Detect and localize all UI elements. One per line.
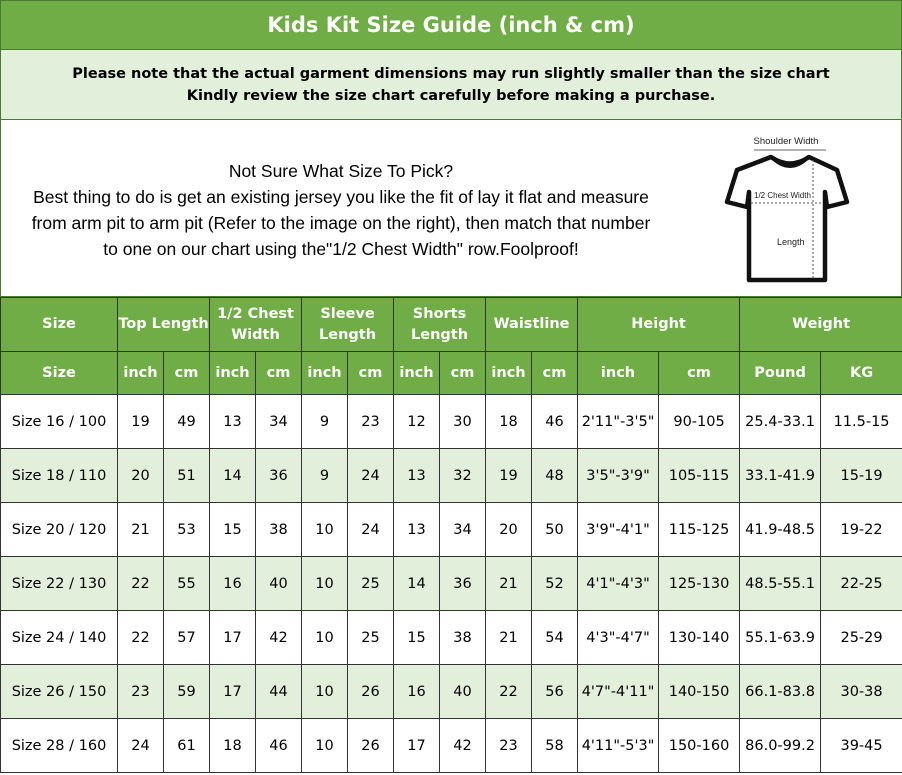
header-chest-width: [210, 298, 302, 352]
table-cell: 18: [486, 395, 532, 449]
unit-header: inch: [486, 352, 532, 395]
table-cell: 10: [302, 719, 348, 773]
table-row: [1, 449, 902, 503]
table-cell: 22: [118, 557, 164, 611]
group-header-row: [1, 298, 902, 352]
table-cell: 52: [532, 557, 578, 611]
table-cell: 36: [256, 449, 302, 503]
unit-header: inch: [302, 352, 348, 395]
table-cell: 9: [302, 395, 348, 449]
table-cell: 11.5-15: [821, 395, 902, 449]
table-cell: 24: [118, 719, 164, 773]
table-cell: 13: [394, 449, 440, 503]
table-cell: 23: [348, 395, 394, 449]
table-cell: Size 16 / 100: [1, 395, 118, 449]
table-cell: 10: [302, 557, 348, 611]
unit-header: KG: [821, 352, 902, 395]
header-top-length: Top Length: [118, 298, 210, 352]
unit-header: Size: [1, 352, 118, 395]
header-sleeve-line-1: Sleeve: [320, 305, 375, 322]
table-cell: Size 18 / 110: [1, 449, 118, 503]
table-cell: 34: [440, 503, 486, 557]
table-row: [1, 611, 902, 665]
table-cell: 9: [302, 449, 348, 503]
table-cell: 42: [256, 611, 302, 665]
table-cell: 25.4-33.1: [740, 395, 821, 449]
unit-header: inch: [394, 352, 440, 395]
table-cell: 19: [118, 395, 164, 449]
table-cell: 21: [486, 611, 532, 665]
table-cell: 48: [532, 449, 578, 503]
table-cell: 41.9-48.5: [740, 503, 821, 557]
table-cell: 18: [210, 719, 256, 773]
table-cell: Size 20 / 120: [1, 503, 118, 557]
table-cell: 4'1"-4'3": [578, 557, 659, 611]
table-cell: 130-140: [659, 611, 740, 665]
table-cell: 4'3"-4'7": [578, 611, 659, 665]
table-cell: 17: [394, 719, 440, 773]
header-size: Size: [1, 298, 118, 352]
table-cell: Size 22 / 130: [1, 557, 118, 611]
table-cell: 25: [348, 557, 394, 611]
table-cell: 115-125: [659, 503, 740, 557]
table-cell: Size 24 / 140: [1, 611, 118, 665]
table-cell: 59: [164, 665, 210, 719]
table-cell: 40: [256, 557, 302, 611]
table-cell: 33.1-41.9: [740, 449, 821, 503]
table-cell: 150-160: [659, 719, 740, 773]
table-cell: 61: [164, 719, 210, 773]
table-cell: 22: [486, 665, 532, 719]
size-chart-body: [1, 298, 902, 773]
table-cell: 3'9"-4'1": [578, 503, 659, 557]
header-waistline: Waistline: [486, 298, 578, 352]
table-cell: 50: [532, 503, 578, 557]
table-cell: 55: [164, 557, 210, 611]
table-cell: 12: [394, 395, 440, 449]
unit-header: inch: [210, 352, 256, 395]
header-sleeve-line-2: Length: [319, 326, 377, 343]
unit-header: inch: [118, 352, 164, 395]
table-cell: 30: [440, 395, 486, 449]
length-label: Length: [777, 237, 805, 247]
header-chest-line-1: 1/2 Chest: [217, 305, 294, 322]
header-sleeve-length: [302, 298, 394, 352]
table-cell: 22: [118, 611, 164, 665]
table-row: [1, 665, 902, 719]
table-cell: 55.1-63.9: [740, 611, 821, 665]
table-cell: 16: [394, 665, 440, 719]
table-cell: 17: [210, 665, 256, 719]
table-cell: 15-19: [821, 449, 902, 503]
unit-header: cm: [164, 352, 210, 395]
sizing-tip-section: [0, 120, 902, 297]
table-cell: 10: [302, 611, 348, 665]
table-cell: 42: [440, 719, 486, 773]
purchase-notice: [0, 50, 902, 120]
table-cell: 26: [348, 719, 394, 773]
tshirt-outline-icon: [727, 157, 847, 280]
page-title: Kids Kit Size Guide (inch & cm): [0, 0, 902, 50]
table-cell: 40: [440, 665, 486, 719]
table-cell: 58: [532, 719, 578, 773]
unit-header-row: [1, 352, 902, 395]
table-cell: 86.0-99.2: [740, 719, 821, 773]
table-row: [1, 557, 902, 611]
table-cell: 26: [348, 665, 394, 719]
chest-width-label: 1/2 Chest Width: [754, 191, 811, 200]
table-cell: 19: [486, 449, 532, 503]
table-cell: 4'11"-5'3": [578, 719, 659, 773]
table-cell: 49: [164, 395, 210, 449]
table-cell: 39-45: [821, 719, 902, 773]
table-cell: 36: [440, 557, 486, 611]
tshirt-measurement-diagram: [721, 130, 851, 290]
table-cell: 48.5-55.1: [740, 557, 821, 611]
table-cell: 22-25: [821, 557, 902, 611]
table-cell: 34: [256, 395, 302, 449]
table-cell: 24: [348, 449, 394, 503]
sizing-tip-text: [1, 158, 681, 262]
table-cell: 17: [210, 611, 256, 665]
table-row: [1, 503, 902, 557]
table-cell: 38: [256, 503, 302, 557]
table-cell: 24: [348, 503, 394, 557]
header-chest-line-2: Width: [231, 326, 280, 343]
table-cell: 25: [348, 611, 394, 665]
table-row: [1, 395, 902, 449]
table-cell: 13: [394, 503, 440, 557]
table-cell: 105-115: [659, 449, 740, 503]
table-cell: 51: [164, 449, 210, 503]
table-cell: 4'7"-4'11": [578, 665, 659, 719]
table-cell: 21: [118, 503, 164, 557]
table-cell: Size 26 / 150: [1, 665, 118, 719]
table-cell: 21: [486, 557, 532, 611]
header-shorts-length: [394, 298, 486, 352]
unit-header: cm: [440, 352, 486, 395]
table-cell: 2'11"-3'5": [578, 395, 659, 449]
table-cell: 13: [210, 395, 256, 449]
table-cell: 90-105: [659, 395, 740, 449]
table-cell: 66.1-83.8: [740, 665, 821, 719]
table-cell: 56: [532, 665, 578, 719]
table-cell: 10: [302, 665, 348, 719]
sizing-tip-line-3: to one on our chart using the"1/2 Chest Width" row.Foolproof!: [103, 239, 579, 259]
table-cell: 16: [210, 557, 256, 611]
unit-header: inch: [578, 352, 659, 395]
table-cell: 23: [118, 665, 164, 719]
notice-line-2: Kindly review the size chart carefully before making a purchase.: [186, 87, 716, 104]
table-cell: 23: [486, 719, 532, 773]
notice-line-1: Please note that the actual garment dimensions may run slightly smaller than the size chart: [72, 65, 830, 82]
sizing-tip-heading: Not Sure What Size To Pick?: [228, 161, 454, 181]
table-cell: 15: [394, 611, 440, 665]
header-shorts-line-2: Length: [411, 326, 469, 343]
table-cell: 140-150: [659, 665, 740, 719]
table-cell: 15: [210, 503, 256, 557]
unit-header: cm: [532, 352, 578, 395]
sizing-tip-line-1: Best thing to do is get an existing jersey you like the fit of lay it flat and measure: [33, 187, 649, 207]
table-cell: 20: [486, 503, 532, 557]
header-height: Height: [578, 298, 740, 352]
table-cell: 14: [210, 449, 256, 503]
unit-header: cm: [256, 352, 302, 395]
table-cell: 57: [164, 611, 210, 665]
unit-header: cm: [659, 352, 740, 395]
table-cell: 25-29: [821, 611, 902, 665]
table-cell: 10: [302, 503, 348, 557]
table-cell: 20: [118, 449, 164, 503]
table-cell: 54: [532, 611, 578, 665]
table-cell: 38: [440, 611, 486, 665]
table-cell: 14: [394, 557, 440, 611]
unit-header: cm: [348, 352, 394, 395]
header-shorts-line-1: Shorts: [412, 305, 467, 322]
header-weight: Weight: [740, 298, 902, 352]
table-cell: 3'5"-3'9": [578, 449, 659, 503]
shoulder-width-label: Shoulder Width: [753, 136, 819, 147]
table-cell: Size 28 / 160: [1, 719, 118, 773]
unit-header: Pound: [740, 352, 821, 395]
sizing-tip-line-2: from arm pit to arm pit (Refer to the image on the right), then match that number: [31, 213, 651, 233]
table-cell: 30-38: [821, 665, 902, 719]
table-cell: 125-130: [659, 557, 740, 611]
table-cell: 32: [440, 449, 486, 503]
table-row: [1, 719, 902, 773]
table-cell: 46: [256, 719, 302, 773]
table-cell: 19-22: [821, 503, 902, 557]
table-cell: 44: [256, 665, 302, 719]
table-cell: 46: [532, 395, 578, 449]
table-cell: 53: [164, 503, 210, 557]
size-chart-table: [0, 297, 902, 773]
